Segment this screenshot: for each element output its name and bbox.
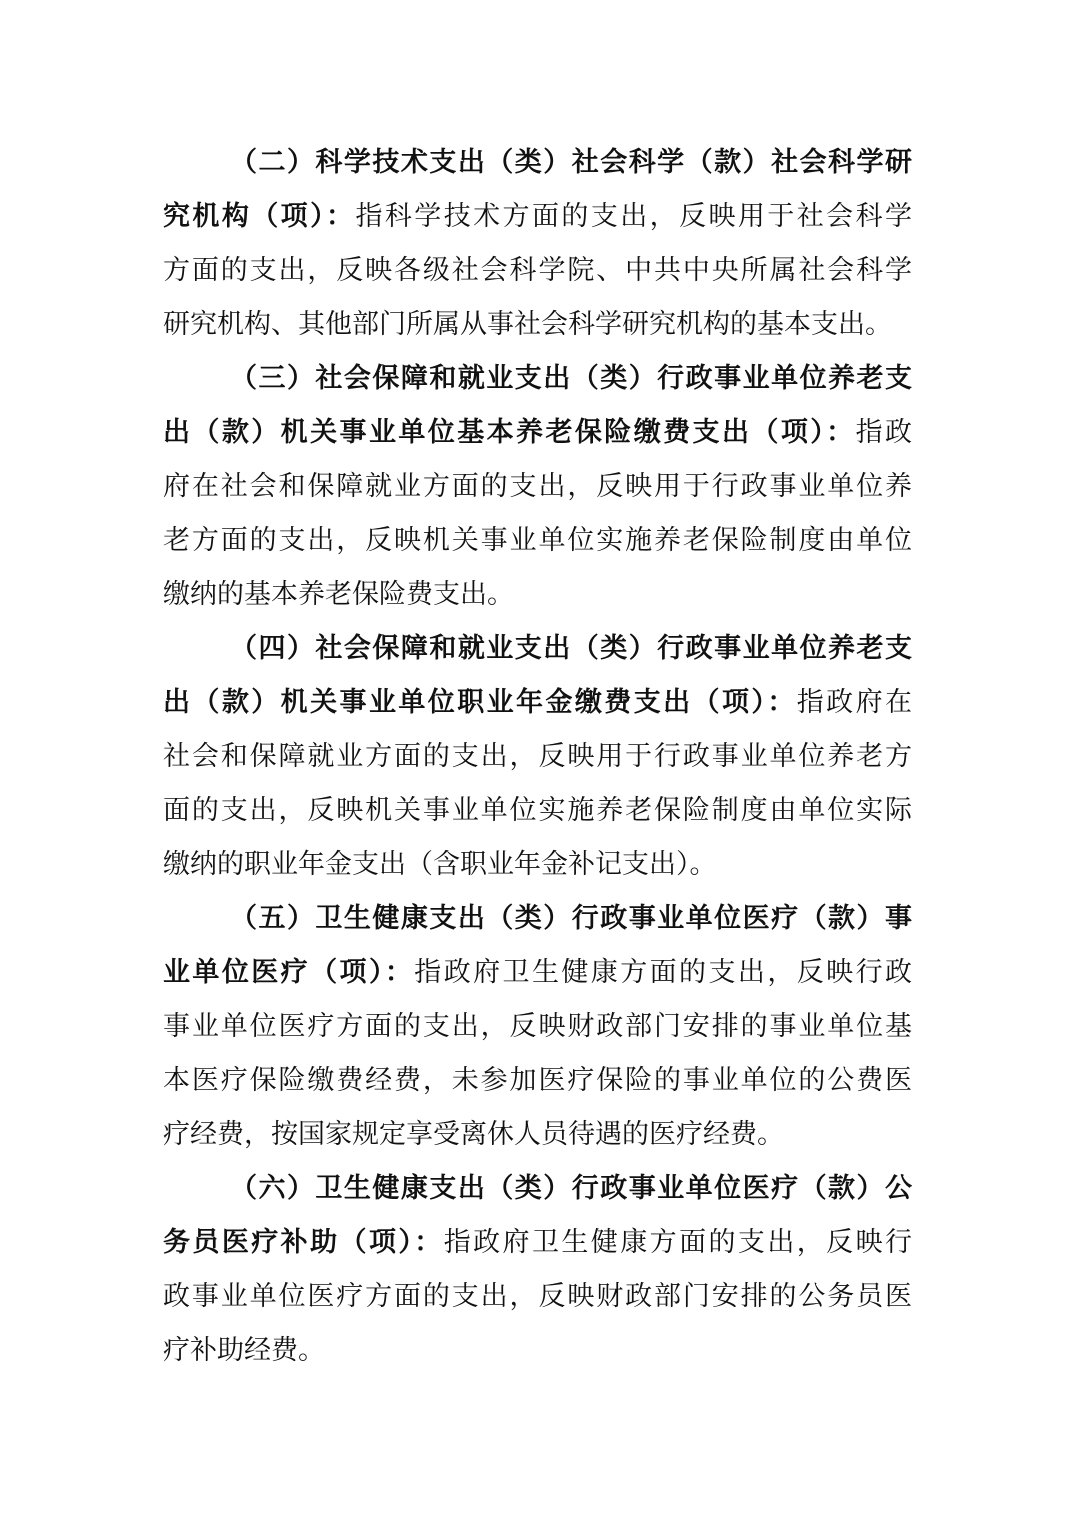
body-text: 府在社会和保障就业方面的支出，反映用于行政事业单位养 <box>163 471 912 502</box>
text-line <box>163 1162 912 1216</box>
text-line <box>163 784 912 838</box>
body-text: 指科学技术方面的支出，反映用于社会科学 <box>355 201 913 232</box>
text-line <box>163 892 912 946</box>
body-text: 指政府在 <box>796 687 913 718</box>
body-text: 面的支出，反映机关事业单位实施养老保险制度由单位实际 <box>163 795 912 826</box>
body-text: 研究机构、其他部门所属从事社会科学研究机构的基本支出。 <box>163 309 892 340</box>
body-text: 指政府卫生健康方面的支出，反映行政 <box>414 957 913 988</box>
text-line <box>163 1216 912 1270</box>
paragraph <box>163 352 912 622</box>
text-line <box>163 298 912 352</box>
text-line <box>163 1108 912 1162</box>
text-line <box>163 136 912 190</box>
body-text: 事业单位医疗方面的支出，反映财政部门安排的事业单位基 <box>163 1011 912 1042</box>
text-line <box>163 676 912 730</box>
text-line <box>163 190 912 244</box>
heading-text: 出（款）机关事业单位职业年金缴费支出（项）： <box>163 687 797 718</box>
heading-text: 务员医疗补助（项）： <box>163 1227 444 1258</box>
text-line <box>163 514 912 568</box>
text-line <box>163 946 912 1000</box>
text-line <box>163 1270 912 1324</box>
body-text: 疗补助经费。 <box>163 1335 325 1366</box>
body-text: 社会和保障就业方面的支出，反映用于行政事业单位养老方 <box>163 741 912 772</box>
heading-text: （四）社会保障和就业支出（类）行政事业单位养老支 <box>230 633 912 664</box>
paragraph <box>163 892 912 1162</box>
text-line <box>163 406 912 460</box>
text-line <box>163 460 912 514</box>
paragraph <box>163 1162 912 1378</box>
body-text: 疗经费，按国家规定享受离休人员待遇的医疗经费。 <box>163 1119 784 1150</box>
body-text: 本医疗保险缴费经费，未参加医疗保险的事业单位的公费医 <box>163 1065 912 1096</box>
text-line <box>163 1324 912 1378</box>
text-line <box>163 568 912 622</box>
paragraph <box>163 136 912 352</box>
body-text: 老方面的支出，反映机关事业单位实施养老保险制度由单位 <box>163 525 912 556</box>
body-text: 缴纳的职业年金支出（含职业年金补记支出）。 <box>163 849 717 880</box>
body-text: 方面的支出，反映各级社会科学院、中共中央所属社会科学 <box>163 255 912 286</box>
heading-text: （三）社会保障和就业支出（类）行政事业单位养老支 <box>230 363 912 394</box>
heading-text: （五）卫生健康支出（类）行政事业单位医疗（款）事 <box>230 903 912 934</box>
heading-text: 业单位医疗（项）： <box>163 957 415 988</box>
text-line <box>163 1000 912 1054</box>
body-text: 政事业单位医疗方面的支出，反映财政部门安排的公务员医 <box>163 1281 912 1312</box>
text-line <box>163 622 912 676</box>
text-line <box>163 838 912 892</box>
heading-text: （六）卫生健康支出（类）行政事业单位医疗（款）公 <box>230 1173 912 1204</box>
paragraph <box>163 622 912 892</box>
document-body <box>163 136 912 1378</box>
body-text: 指政府卫生健康方面的支出，反映行 <box>443 1227 913 1258</box>
heading-text: 究机构（项）： <box>163 201 356 232</box>
text-line <box>163 730 912 784</box>
body-text: 指政 <box>855 417 913 448</box>
heading-text: 出（款）机关事业单位基本养老保险缴费支出（项）： <box>163 417 856 448</box>
heading-text: （二）科学技术支出（类）社会科学（款）社会科学研 <box>230 147 912 178</box>
text-line <box>163 352 912 406</box>
text-line <box>163 244 912 298</box>
body-text: 缴纳的基本养老保险费支出。 <box>163 579 514 610</box>
text-line <box>163 1054 912 1108</box>
